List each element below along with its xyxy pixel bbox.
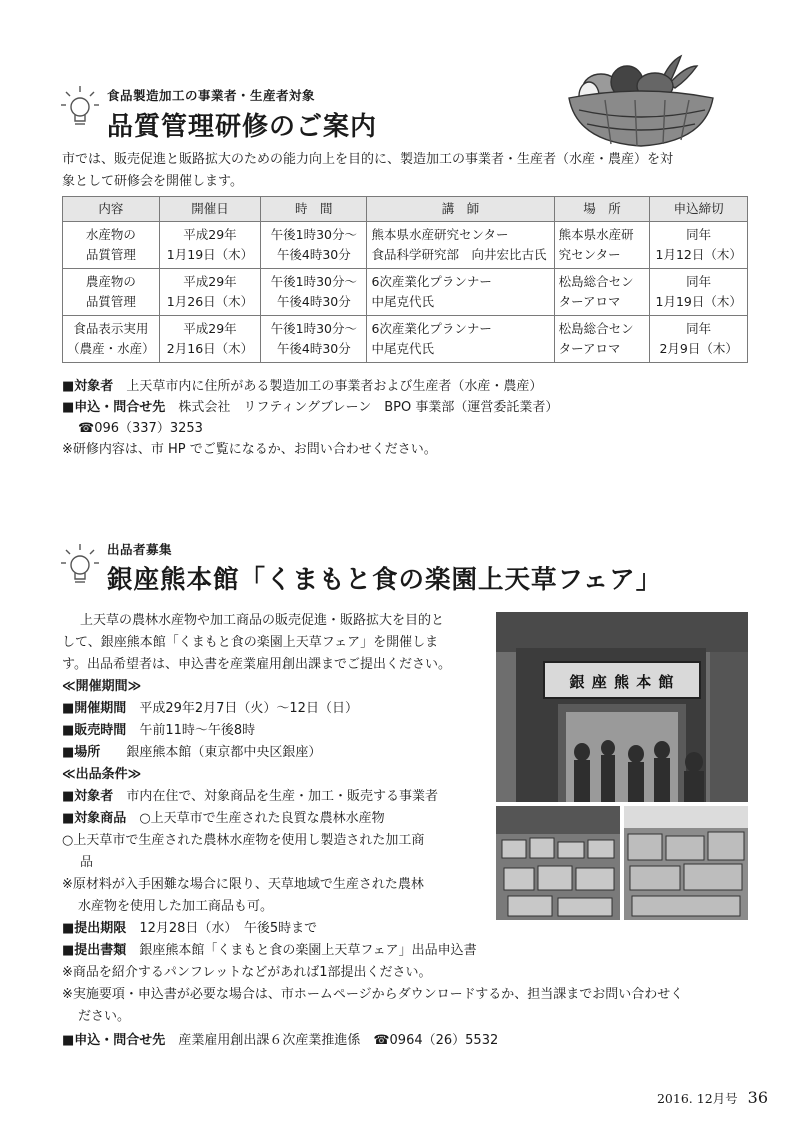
goods-line3: 品 xyxy=(80,855,94,870)
table-row xyxy=(63,269,748,316)
cell-content: 農産物の 品質管理 xyxy=(63,269,160,316)
docs-row: ■提出書類 銀座熊本館「くまもと食の楽園上天草フェア」出品申込書 xyxy=(62,943,477,958)
section2-intro-line3: す。出品希望者は、申込書を産業雇用創出課までご提出ください。 xyxy=(62,657,451,672)
cell-content: 水産物の 品質管理 xyxy=(63,222,160,269)
header-date: 開催日 xyxy=(159,197,260,222)
table-row xyxy=(63,222,748,269)
cell-lecturer: 熊本県水産研究センター 食品科学研究部 向井宏比古氏 xyxy=(367,222,554,269)
cell-place: 松島総合セン ターアロマ xyxy=(554,316,650,363)
cell-time: 午後1時30分～ 午後4時30分 xyxy=(261,316,367,363)
note3-line2: ださい。 xyxy=(78,1009,131,1024)
cell-place: 松島総合セン ターアロマ xyxy=(554,269,650,316)
cell-date: 平成29年 1月26日（木） xyxy=(159,269,260,316)
cell-place: 熊本県水産研 究センター xyxy=(554,222,650,269)
note3-line1: ※実施要項・申込書が必要な場合は、市ホームページからダウンロードするか、担当課までお問い合わせく xyxy=(62,987,684,1002)
table-header-row xyxy=(63,197,748,222)
vegetable-basket-icon xyxy=(565,52,717,150)
note1-line1: ※原材料が入手困難な場合に限り、天草地域で生産された農林 xyxy=(62,877,424,892)
header-place: 場 所 xyxy=(554,197,650,222)
cell-content: 食品表示実用 （農産・水産） xyxy=(63,316,160,363)
period-heading: ≪開催期間≫ xyxy=(62,679,142,694)
section2-intro-line1: 上天草の農林水産物や加工商品の販売促進・販路拡大を目的と xyxy=(80,613,445,628)
lightbulb-icon xyxy=(60,542,100,588)
section2-intro-line2: して、銀座熊本館「くまもと食の楽園上天草フェア」を開催しま xyxy=(62,635,439,650)
store-front-photo xyxy=(496,612,748,802)
section1-contact: ■申込・問合せ先 株式会社 リフティングブレーン BPO 事業部（運営委託業者） xyxy=(62,400,559,415)
cell-date: 平成29年 2月16日（木） xyxy=(159,316,260,363)
table-row xyxy=(63,316,748,363)
goods-line2: ○上天草市で生産された農林水産物を使用し製造された加工商 xyxy=(62,833,425,848)
issue-label: 2016. 12月号 xyxy=(656,1091,738,1106)
lightbulb-icon xyxy=(60,84,100,130)
page-footer xyxy=(657,1088,768,1107)
cell-deadline: 同年 1月12日（木） xyxy=(650,222,748,269)
note1-line2: 水産物を使用した加工商品も可。 xyxy=(78,899,274,914)
section2-kicker: 出品者募集 xyxy=(107,542,173,557)
section2-title: 銀座熊本館「くまもと食の楽園上天草フェア」 xyxy=(107,565,663,595)
section1-phone: ☎096（337）3253 xyxy=(78,421,203,436)
training-table xyxy=(62,196,748,363)
header-deadline: 申込締切 xyxy=(650,197,748,222)
goods-row: ■対象商品 ○上天草市で生産された良質な農林水産物 xyxy=(62,811,385,826)
place-row: ■場所 銀座熊本館（東京都中央区銀座） xyxy=(62,745,322,760)
cell-date: 平成29年 1月19日（木） xyxy=(159,222,260,269)
section1-kicker: 食品製造加工の事業者・生産者対象 xyxy=(107,88,316,103)
section1-note: ※研修内容は、市 HP でご覧になるか、お問い合わせください。 xyxy=(62,442,437,457)
cell-deadline: 同年 2月9日（木） xyxy=(650,316,748,363)
who-row: ■対象者 市内在住で、対象商品を生産・加工・販売する事業者 xyxy=(62,789,439,804)
cell-time: 午後1時30分～ 午後4時30分 xyxy=(261,222,367,269)
header-time: 時 間 xyxy=(261,197,367,222)
store-sign: 銀 座 熊 本 館 xyxy=(569,673,675,691)
section1-intro-line1: 市では、販売促進と販路拡大のための能力向上を目的に、製造加工の事業者・生産者（水産・農産）を対 xyxy=(62,152,674,167)
page-number: 36 xyxy=(747,1088,768,1107)
header-lecturer: 講 師 xyxy=(367,197,554,222)
period-row: ■開催期間 平成29年2月7日（火）～12日（日） xyxy=(62,701,358,716)
cell-time: 午後1時30分～ 午後4時30分 xyxy=(261,269,367,316)
note2: ※商品を紹介するパンフレットなどがあれば1部提出ください。 xyxy=(62,965,432,980)
hours-row: ■販売時間 午前11時～午後8時 xyxy=(62,723,256,738)
cell-deadline: 同年 1月19日（木） xyxy=(650,269,748,316)
product-shelf-photo-left xyxy=(496,806,620,920)
cell-lecturer: 6次産業化プランナー 中尾克代氏 xyxy=(367,269,554,316)
section1-intro-line2: 象として研修会を開催します。 xyxy=(62,174,243,189)
section1-title: 品質管理研修のご案内 xyxy=(107,112,378,142)
conditions-heading: ≪出品条件≫ xyxy=(62,767,142,782)
product-shelf-photo-right xyxy=(624,806,748,920)
section2-contact: ■申込・問合せ先 産業雇用創出課６次産業推進係 ☎0964（26）5532 xyxy=(62,1033,499,1048)
deadline-row: ■提出期限 12月28日（水） 午後5時まで xyxy=(62,921,318,936)
cell-lecturer: 6次産業化プランナー 中尾克代氏 xyxy=(367,316,554,363)
header-content: 内容 xyxy=(63,197,160,222)
section1-target: ■対象者 上天草市内に住所がある製造加工の事業者および生産者（水産・農産） xyxy=(62,379,543,394)
